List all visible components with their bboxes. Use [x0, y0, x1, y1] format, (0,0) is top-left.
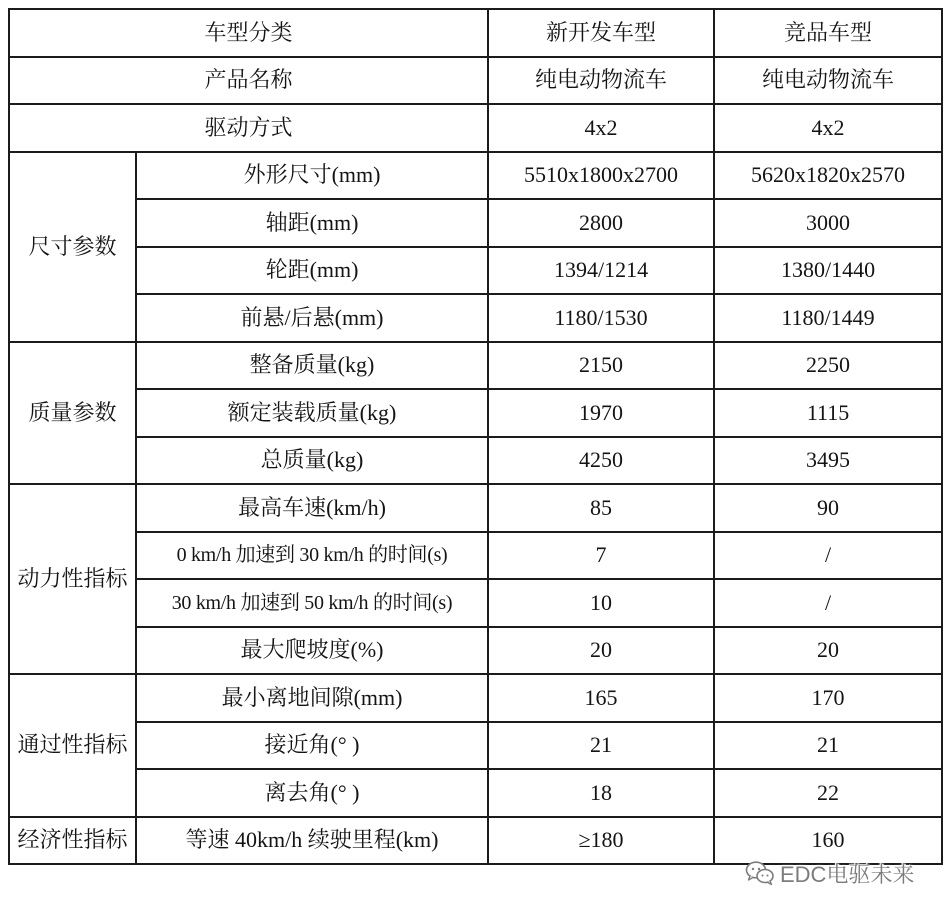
row-label: 0 km/h 加速到 30 km/h 的时间(s) — [136, 532, 488, 580]
new-model-value: 10 — [488, 579, 714, 627]
table-row — [9, 532, 942, 580]
row-label: 外形尺寸(mm) — [136, 152, 488, 200]
header-competitor: 竞品车型 — [714, 9, 942, 57]
new-model-value: 1180/1530 — [488, 294, 714, 342]
row-label: 整备质量(kg) — [136, 342, 488, 390]
row-label: 前悬/后悬(mm) — [136, 294, 488, 342]
table-row — [9, 152, 942, 200]
spec-comparison-table — [8, 8, 943, 865]
table-row — [9, 247, 942, 295]
new-model-value: ≥180 — [488, 817, 714, 865]
competitor-value: / — [714, 579, 942, 627]
new-model-value: 7 — [488, 532, 714, 580]
group-label-dimensions: 尺寸参数 — [9, 152, 136, 342]
row-label: 轴距(mm) — [136, 199, 488, 247]
header-category: 车型分类 — [9, 9, 488, 57]
new-model-value: 2800 — [488, 199, 714, 247]
table-row — [9, 437, 942, 485]
group-label-mass: 质量参数 — [9, 342, 136, 485]
competitor-value: 1180/1449 — [714, 294, 942, 342]
header-new-model: 新开发车型 — [488, 9, 714, 57]
row-label: 等速 40km/h 续驶里程(km) — [136, 817, 488, 865]
new-model-value: 4x2 — [488, 104, 714, 152]
new-model-value: 5510x1800x2700 — [488, 152, 714, 200]
new-model-value: 2150 — [488, 342, 714, 390]
table-row — [9, 294, 942, 342]
wechat-icon — [745, 860, 775, 886]
competitor-value: 4x2 — [714, 104, 942, 152]
new-model-value: 18 — [488, 769, 714, 817]
table-header-row — [9, 9, 942, 57]
row-label: 驱动方式 — [9, 104, 488, 152]
new-model-value: 1970 — [488, 389, 714, 437]
competitor-value: 1380/1440 — [714, 247, 942, 295]
row-label: 最小离地间隙(mm) — [136, 674, 488, 722]
row-label: 离去角(° ) — [136, 769, 488, 817]
table-row — [9, 199, 942, 247]
table-row — [9, 104, 942, 152]
group-label-power: 动力性指标 — [9, 484, 136, 674]
row-label: 总质量(kg) — [136, 437, 488, 485]
group-label-passability: 通过性指标 — [9, 674, 136, 817]
table-row — [9, 722, 942, 770]
new-model-value: 20 — [488, 627, 714, 675]
competitor-value: 2250 — [714, 342, 942, 390]
competitor-value: 21 — [714, 722, 942, 770]
row-label: 额定装载质量(kg) — [136, 389, 488, 437]
row-label: 轮距(mm) — [136, 247, 488, 295]
competitor-value: 3495 — [714, 437, 942, 485]
new-model-value: 纯电动物流车 — [488, 57, 714, 105]
new-model-value: 165 — [488, 674, 714, 722]
watermark-text: EDC电驱未来 — [780, 861, 915, 887]
competitor-value: 3000 — [714, 199, 942, 247]
new-model-value: 21 — [488, 722, 714, 770]
table-row — [9, 389, 942, 437]
competitor-value: 170 — [714, 674, 942, 722]
table-row — [9, 342, 942, 390]
row-label: 产品名称 — [9, 57, 488, 105]
competitor-value: 5620x1820x2570 — [714, 152, 942, 200]
table-row — [9, 769, 942, 817]
row-label: 30 km/h 加速到 50 km/h 的时间(s) — [136, 579, 488, 627]
watermark — [745, 856, 914, 890]
row-label: 最高车速(km/h) — [136, 484, 488, 532]
new-model-value: 4250 — [488, 437, 714, 485]
row-label: 接近角(° ) — [136, 722, 488, 770]
row-label: 最大爬坡度(%) — [136, 627, 488, 675]
new-model-value: 85 — [488, 484, 714, 532]
table-row — [9, 57, 942, 105]
competitor-value: / — [714, 532, 942, 580]
table-row — [9, 484, 942, 532]
table-row — [9, 579, 942, 627]
new-model-value: 1394/1214 — [488, 247, 714, 295]
competitor-value: 1115 — [714, 389, 942, 437]
competitor-value: 20 — [714, 627, 942, 675]
competitor-value: 160 — [714, 817, 942, 865]
competitor-value: 22 — [714, 769, 942, 817]
group-label-economy: 经济性指标 — [9, 817, 136, 865]
table-row — [9, 627, 942, 675]
competitor-value: 纯电动物流车 — [714, 57, 942, 105]
competitor-value: 90 — [714, 484, 942, 532]
table-row — [9, 674, 942, 722]
